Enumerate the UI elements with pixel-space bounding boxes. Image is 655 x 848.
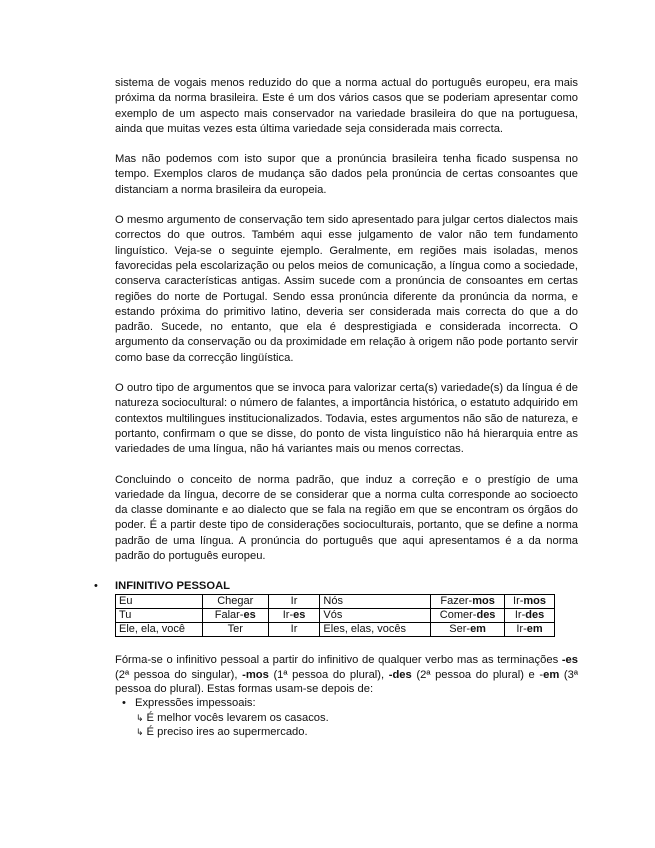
arrow-icon: ↳ bbox=[136, 712, 144, 723]
pronoun-cell: Ele, ela, você bbox=[116, 623, 203, 637]
example-text: É preciso ires ao supermercado. bbox=[146, 725, 308, 738]
verb-cell: Ir bbox=[268, 623, 320, 637]
pronoun-cell: Vós bbox=[320, 609, 431, 623]
paragraph-conclusion: Concluindo o conceito de norma padrão, que induz a correção e o prestígio de uma variedade da língua, decorre de se considerar que a norma culta corresponde ao socioecto da classe dominante e ao dialecto que se fala na região em que se encontram os órgãos do poder. É a partir deste tipo de considerações socioculturais, portanto, que se define a norma padrão de uma língua. A pronúncia do português que aqui apresentamos é a da norma padrão do português europeu. bbox=[115, 473, 578, 563]
ending-em: em bbox=[543, 668, 560, 681]
paragraph-vowel-system: sistema de vogais menos reduzido do que a norma actual do português europeu, era mais próxima da norma brasileira. Este é um dos vários casos que se poderiam apresentar como exemplo de um aspecto mais conservador na variedade brasileira do que na portuguesa, ainda que muitas vezes esta última variedade seja considerada mais correcta. bbox=[115, 77, 578, 135]
example-line bbox=[115, 711, 578, 725]
example-line bbox=[115, 725, 578, 739]
infinitive-explanation: Fórma-se o infinitivo pessoal a partir do infinitivo de qualquer verbo mas as terminações -es (2ª pessoa do singular), -mos (1ª pessoa do plural), -des (2ª pessoa do plural) e -em (3ª pessoa do plural). Estas formas usam-se depois de: bbox=[115, 654, 578, 695]
verb-ending: es bbox=[243, 609, 256, 622]
arrow-icon: ↳ bbox=[136, 726, 144, 737]
section-infinitivo-pessoal bbox=[94, 579, 578, 637]
verb-cell: Ir bbox=[268, 595, 320, 609]
verb-ending: es bbox=[293, 609, 306, 622]
table-row bbox=[116, 623, 555, 637]
verb-cell: Ir-mos bbox=[505, 595, 555, 609]
ending-es: -es bbox=[561, 654, 578, 667]
verb-ending: em bbox=[470, 623, 486, 636]
ending-des: -des bbox=[388, 668, 412, 681]
verb-cell: Ser-em bbox=[431, 623, 505, 637]
usage-list bbox=[115, 696, 578, 710]
verb-ending: mos bbox=[523, 595, 547, 608]
verb-cell: Ir-es bbox=[268, 609, 320, 623]
verb-cell: Falar-es bbox=[202, 609, 268, 623]
list-item-label: Expressões impessoais: bbox=[135, 697, 256, 710]
paragraph-conservation-argument: O mesmo argumento de conservação tem sido apresentado para julgar certos dialectos mais correctos do que outros. Também aqui esse julgamento de valor não tem fundamento linguístico. Veja-se o seguinte ejemplo. Geralmente, em regiões mais isoladas, menos favorecidas pela escolarização ou pelos meios de comunicação, a língua como a sociedade, conserva características antigas. Assim sucede com a pronúncia de consoantes em certas regiões do norte de Portugal. Sendo essa pronúncia diferente da pronúncia da norma, e estando próxima do primitivo latino, deveria ser considerada mais correcta do que a do padrão. Sucede, no entanto, que ela é desprestigiada e considerada incorrecta. O argumento da conservação ou da proximidade em relação à origem não pode portanto servir como base da correcção lingüística. bbox=[115, 214, 578, 364]
section-title: INFINITIVO PESSOAL bbox=[115, 580, 230, 593]
bullet-icon: • bbox=[94, 580, 98, 593]
pronoun-cell: Eu bbox=[116, 595, 203, 609]
verb-cell: Ir-des bbox=[505, 609, 555, 623]
verb-cell: Chegar bbox=[202, 595, 268, 609]
list-item bbox=[122, 696, 578, 710]
example-text: É melhor vocês levarem os casacos. bbox=[146, 711, 329, 724]
verb-ending: mos bbox=[472, 595, 495, 608]
pronoun-cell: Nós bbox=[320, 595, 431, 609]
verb-cell: Fazer-mos bbox=[431, 595, 505, 609]
pronoun-cell: Eles, elas, vocês bbox=[320, 623, 431, 637]
table-row bbox=[116, 595, 555, 609]
ending-mos: -mos bbox=[242, 668, 269, 681]
verb-cell: Ter bbox=[202, 623, 268, 637]
verb-ending: des bbox=[476, 609, 496, 622]
verb-cell: Comer-des bbox=[431, 609, 505, 623]
verb-ending: em bbox=[526, 623, 543, 636]
conjugation-table bbox=[115, 594, 555, 637]
document-page bbox=[94, 76, 578, 739]
table-row bbox=[116, 609, 555, 623]
pronoun-cell: Tu bbox=[116, 609, 203, 623]
bullet-icon: • bbox=[122, 697, 126, 710]
verb-ending: des bbox=[525, 609, 545, 622]
paragraph-sociocultural-arguments: O outro tipo de argumentos que se invoca para valorizar certa(s) variedade(s) da língua é de natureza sociocultural: o número de falantes, a importância histórica, o estatuto adquirido em contextos multilingues institucionalizados. Todavia, estes argumentos não são de natureza, e portanto, confirmam o que se disse, do ponto de vista linguístico não há hierarquia entre as variedades de uma língua, não há variantes mais ou menos correctas. bbox=[115, 382, 578, 456]
verb-cell: Ir-em bbox=[505, 623, 555, 637]
paragraph-brazilian-pronunciation: Mas não podemos com isto supor que a pronúncia brasileira tenha ficado suspensa no tempo. Exemplos claros de mudança são dados pela pronúncia de certas consoantes que distanciam a norma brasileira da europeia. bbox=[115, 153, 578, 196]
